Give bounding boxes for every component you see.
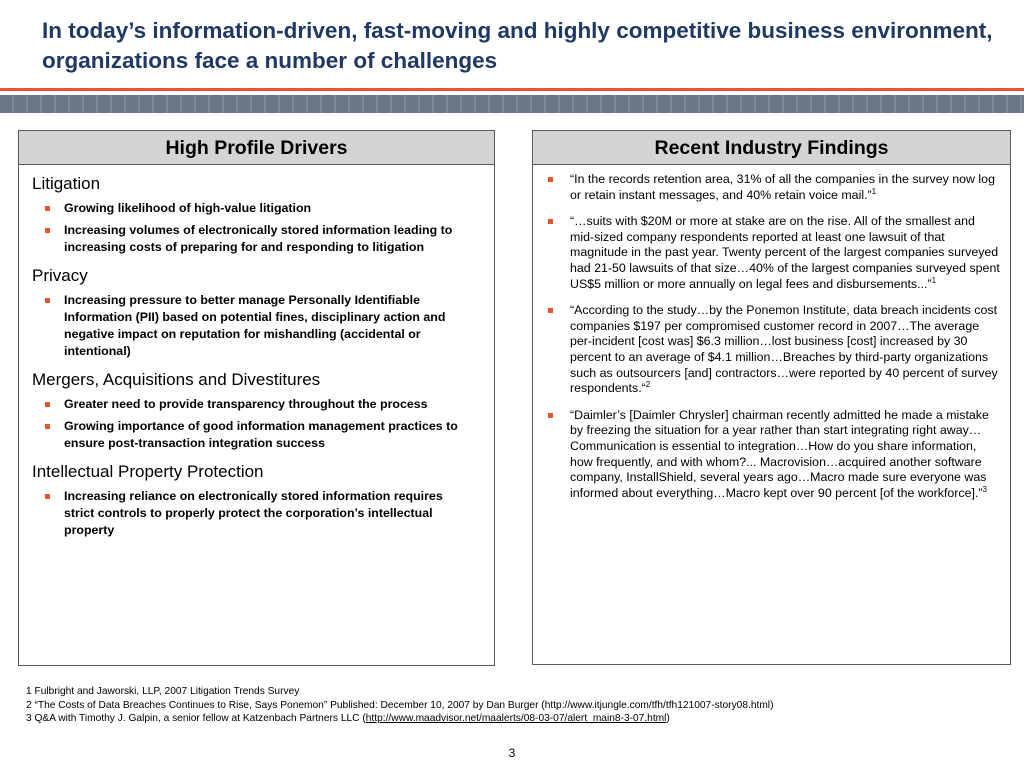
section-mergers xyxy=(32,370,474,452)
bullet-item xyxy=(32,292,474,360)
slide-title: In today’s information-driven, fast-moving and highly competitive business environment, organizations face a number of challenges xyxy=(42,18,993,73)
high-profile-drivers-panel xyxy=(18,130,495,666)
bullet-text: Growing likelihood of high-value litigation xyxy=(64,201,312,215)
finding-item xyxy=(543,303,1000,397)
section-heading: Privacy xyxy=(32,266,88,285)
finding-text: “In the records retention area, 31% of all the companies in the survey now log or retain instant messages, and 40% retain voice mail.” xyxy=(570,172,995,202)
finding-item xyxy=(543,172,1000,203)
square-bullet-icon xyxy=(45,424,50,429)
square-bullet-icon xyxy=(548,413,553,418)
bullet-text: Increasing volumes of electronically stored information leading to increasing costs of preparing for and responding to litigation xyxy=(64,223,453,254)
bullet-text: Increasing pressure to better manage Personally Identifiable Information (PII) based on potential fines, disciplinary action and negative impact on reputation for mishandling (accidental or intentional) xyxy=(64,293,446,358)
bullet-item xyxy=(32,488,474,539)
footnotes xyxy=(26,685,1006,726)
square-bullet-icon xyxy=(45,494,50,499)
page-number: 3 xyxy=(508,746,516,760)
footnote-3-link[interactable]: http://www.maadvisor.net/maalerts/08-03-07/alert_main8-3-07.html xyxy=(365,713,667,724)
bullet-list xyxy=(32,396,474,452)
drivers-list xyxy=(19,165,494,539)
square-bullet-icon xyxy=(45,228,50,233)
bullet-item xyxy=(32,418,474,452)
square-bullet-icon xyxy=(45,402,50,407)
bullet-item xyxy=(32,396,474,413)
square-bullet-icon xyxy=(548,219,553,224)
footnote-ref: 1 xyxy=(871,186,877,196)
footnote-ref: 3 xyxy=(982,484,987,494)
square-bullet-icon xyxy=(45,206,50,211)
finding-item xyxy=(543,214,1000,292)
bullet-text: Greater need to provide transparency throughout the process xyxy=(64,397,428,411)
section-heading: Mergers, Acquisitions and Divestitures xyxy=(32,370,321,389)
square-bullet-icon xyxy=(548,308,553,313)
bullet-text: Growing importance of good information management practices to ensure post-transaction integration success xyxy=(64,419,458,450)
footnote-ref: 2 xyxy=(645,380,651,389)
footnote-3-text: 3 Q&A with Timothy J. Galpin, a senior fellow at Katzenbach Partners LLC ( xyxy=(26,713,366,724)
bullet-list xyxy=(32,292,474,360)
section-litigation xyxy=(32,174,474,256)
finding-text: “…suits with $20M or more at stake are on the rise. All of the smallest and mid-sized company respondents reported at least one lawsuit of that magnitude in the past year. Twenty percent of the largest companies surveyed had 21-50 lawsuits of that size…40% of the largest companies surveyed spent US$5 million or more annually on legal fees and disbursements...” xyxy=(570,214,1000,291)
section-ip-protection xyxy=(32,462,474,539)
footnote-2: 2 “The Costs of Data Breaches Continues to Rise, Says Ponemon” Published: December 10, 2007 by Dan Burger (http://www.itjungle.com/tfh/tfh121007-story08.html) xyxy=(26,699,774,711)
bullet-text: Increasing reliance on electronically stored information requires strict controls to properly protect the corporation’s intellectual property xyxy=(64,489,443,537)
section-heading: Intellectual Property Protection xyxy=(32,462,264,481)
section-privacy xyxy=(32,266,474,360)
footnote-3-suffix: ) xyxy=(666,713,670,724)
section-heading: Litigation xyxy=(32,174,101,193)
bullet-item xyxy=(32,222,474,256)
footnote-ref: 1 xyxy=(931,275,937,285)
square-bullet-icon xyxy=(548,177,553,182)
panel-header: Recent Industry Findings xyxy=(533,131,1010,165)
bullet-list xyxy=(32,200,474,256)
finding-text: “Daimler’s [Daimler Chrysler] chairman recently admitted he made a mistake by freezing the situation for a year rather than start integrating right away… Communication is essential to integration…How do you share information, how frequently, and with whom?... Macrovision…acquired another software company, InstallShield, several years ago…Macro made sure everyone was informed about everything…Macro kept over 90 percent [of the workforce].” xyxy=(570,407,989,500)
header-stripe-bar xyxy=(0,95,1024,113)
footnote-3 xyxy=(26,712,1006,726)
bullet-list xyxy=(32,488,474,539)
title-divider xyxy=(0,88,1024,91)
finding-item xyxy=(543,408,1000,502)
panel-header: High Profile Drivers xyxy=(19,131,494,165)
footnote-1: 1 Fulbright and Jaworski, LLP, 2007 Litigation Trends Survey xyxy=(26,686,300,697)
recent-industry-findings-panel xyxy=(532,130,1011,665)
finding-text: “According to the study…by the Ponemon Institute, data breach incidents cost companies $197 per compromised customer record in 2007…The average per-incident [cost was] $6.3 million…lost business [cost] increased by 30 percent to an average of $4.1 million…Breaches by third-party organizations such as outsourcers [and] contractors…were reported by 40 percent of survey respondents.“ xyxy=(570,303,998,396)
findings-list xyxy=(533,165,1010,501)
square-bullet-icon xyxy=(45,298,50,303)
bullet-item xyxy=(32,200,474,217)
